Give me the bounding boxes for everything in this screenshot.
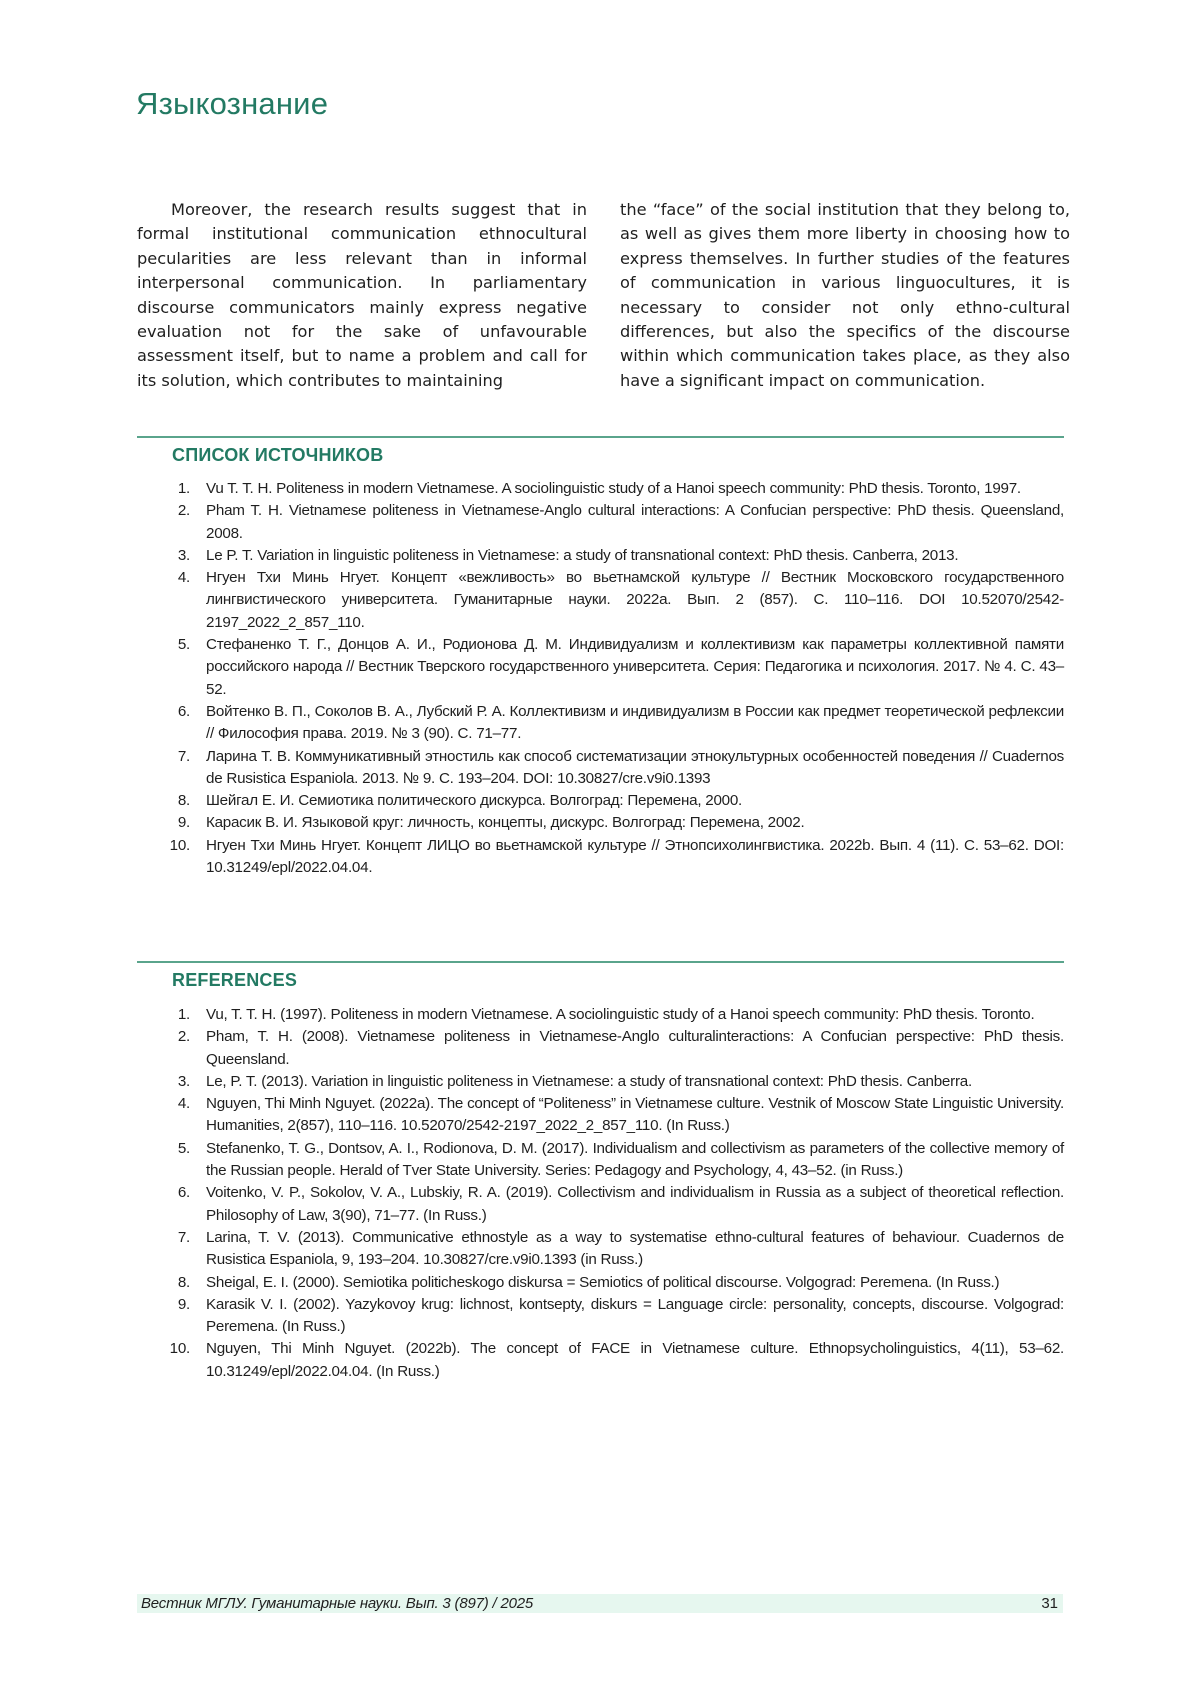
source-text: Шейгал Е. И. Семиотика политического дискурса. Волгоград: Перемена, 2000. — [206, 792, 743, 810]
reference-text: Vu, T. T. H. (1997). Politeness in modern Vietnamese. A sociolinguistic study of a Hanoi speech community: PhD thesis. Toronto. — [206, 1006, 1035, 1023]
source-item — [160, 835, 1064, 880]
reference-text: Voitenko, V. P., Sokolov, V. A., Lubskiy, R. A. (2019). Collectivism and individualism in Russia as a subject of theoretical reflection. Philosophy of Law, 3(90), 71–77. (In Russ.) — [206, 1184, 1064, 1224]
source-text: Карасик В. И. Языковой круг: личность, концепты, дискурс. Волгоград: Перемена, 2002. — [206, 814, 805, 832]
sources-list — [160, 478, 1064, 879]
source-text: Ларина Т. В. Коммуникативный этностиль как способ систематизации этнокультурных особенностей поведения // Cuadernos de Rusistica Espaniola. 2013. № 9. С. 193–204. DOI: 10.30827/cre.v9i0.1393 — [206, 747, 1064, 787]
source-number: 9. — [177, 814, 190, 832]
page-footer — [137, 1594, 1063, 1613]
sources-heading: СПИСОК ИСТОЧНИКОВ — [172, 445, 384, 465]
reference-text: Le, P. T. (2013). Variation in linguistic politeness in Vietnamese: a study of transnational context: PhD thesis. Canberra. — [206, 1072, 972, 1090]
reference-item — [160, 1071, 1064, 1093]
source-item — [160, 746, 1064, 791]
reference-item — [160, 1026, 1064, 1071]
reference-number: 3. — [177, 1072, 190, 1090]
reference-item — [160, 1294, 1064, 1339]
source-number: 10. — [169, 836, 190, 854]
source-text: Le P. T. Variation in linguistic politeness in Vietnamese: a study of transnational context: PhD thesis. Canberra, 2013. — [206, 546, 959, 564]
source-item — [160, 545, 1064, 567]
source-item — [160, 567, 1064, 634]
body-column-left: Moreover, the research results suggest that in formal institutional communication ethnocultural pecularities are less relevant than in informal interpersonal communication. In parliamentary discourse communicators mainly express negative evaluation not for the sake of unfavourable assessment itself, but to name a problem and call for its solution, which contributes to maintaining — [137, 200, 587, 390]
references-list — [160, 1004, 1064, 1383]
reference-text: Larina, T. V. (2013). Communicative ethnostyle as a way to systematise ethno-cultural features of behaviour. Cuadernos de Rusistica Espaniola, 9, 193–204. 10.30827/cre.v9i0.1393 (in Russ.) — [206, 1228, 1064, 1269]
source-text: Войтенко В. П., Соколов В. А., Лубский Р. А. Коллективизм и индивидуализм в России как предмет теоретической рефлексии // Философия права. 2019. № 3 (90). С. 71–77. — [206, 702, 1064, 743]
references-heading: REFERENCES — [172, 970, 298, 990]
reference-number: 10. — [169, 1340, 190, 1358]
page-number: 31 — [1041, 1595, 1058, 1612]
source-text: Нгуен Тхи Минь Нгует. Концепт «вежливость» во вьетнамской культуре // Вестник Московского государственного лингвистического университета. Гуманитарные науки. 2022a. Вып. 2 (857). С. 110–116. DOI 10.52070/2542-2197_2022_2_857_110. — [206, 569, 1064, 631]
source-item — [160, 500, 1064, 545]
source-item — [160, 812, 1064, 834]
reference-number: 7. — [177, 1228, 190, 1246]
reference-item — [160, 1004, 1064, 1026]
reference-item — [160, 1138, 1064, 1183]
source-number: 4. — [177, 569, 190, 587]
footer-journal-title: Вестник МГЛУ. Гуманитарные науки. Вып. 3 (897) / 2025 — [141, 1595, 534, 1612]
reference-number: 2. — [177, 1028, 190, 1046]
reference-number: 1. — [177, 1006, 190, 1023]
reference-text: Pham, T. H. (2008). Vietnamese politeness in Vietnamese-Anglo culturalinteractions: A Confucian perspective: PhD thesis. Queensland. — [206, 1028, 1064, 1068]
reference-item — [160, 1272, 1064, 1294]
source-item — [160, 634, 1064, 701]
reference-item — [160, 1182, 1064, 1227]
sources-divider — [137, 436, 1064, 438]
source-number: 2. — [177, 502, 190, 520]
source-number: 8. — [177, 792, 190, 810]
source-item — [160, 701, 1064, 746]
reference-text: Karasik V. I. (2002). Yazykovoy krug: lichnost, kontsepty, diskurs = Language circle: personality, concepts, discourse. Volgograd: Peremena. (In Russ.) — [206, 1295, 1064, 1336]
source-text: Нгуен Тхи Минь Нгует. Концепт ЛИЦО во вьетнамской культуре // Этнопсихолингвистика. 2022b. Вып. 4 (11). С. 53–62. DOI: 10.31249/epl/2022.04.04. — [206, 836, 1064, 877]
reference-number: 8. — [177, 1273, 190, 1291]
source-number: 7. — [177, 747, 190, 765]
reference-number: 9. — [177, 1295, 190, 1313]
reference-text: Nguyen, Thi Minh Nguyet. (2022a). The concept of “Politeness” in Vietnamese culture. Vestnik of Moscow State Linguistic University. Humanities, 2(857), 110–116. 10.52070/2542-2197_2022_2_857_110. (In Russ.) — [206, 1095, 1064, 1135]
source-number: 1. — [177, 480, 190, 497]
source-text: Vu T. T. H. Politeness in modern Vietnamese. A sociolinguistic study of a Hanoi speech community: PhD thesis. Toronto, 1997. — [206, 480, 1021, 497]
reference-number: 4. — [177, 1095, 190, 1113]
reference-item — [160, 1093, 1064, 1138]
section-title: Языкознание — [136, 86, 329, 121]
reference-text: Stefanenko, T. G., Dontsov, A. I., Rodionova, D. M. (2017). Individualism and collectivism as parameters of the collective memory of the Russian people. Herald of Tver State University. Series: Pedagogy and Psychology, 4, 43–52. (in Russ.) — [206, 1139, 1064, 1180]
reference-item — [160, 1338, 1064, 1383]
source-number: 6. — [177, 702, 190, 720]
reference-text: Nguyen, Thi Minh Nguyet. (2022b). The concept of FACE in Vietnamese culture. Ethnopsycholinguistics, 4(11), 53–62. 10.31249/epl/2022.04.04. (In Russ.) — [206, 1340, 1064, 1380]
references-divider — [137, 961, 1064, 963]
body-column-right: the “face” of the social institution that they belong to, as well as gives them more liberty in choosing how to express themselves. In further studies of the features of communication in various linguocultures, it is necessary to consider not only ethno-cultural differences, but also the specifics of the discourse within which communication takes place, as they also have a significant impact on communication. — [620, 200, 1070, 390]
reference-number: 5. — [177, 1139, 190, 1157]
reference-item — [160, 1227, 1064, 1272]
reference-text: Sheigal, E. I. (2000). Semiotika politicheskogo diskursa = Semiotics of political discourse. Volgograd: Peremena. (In Russ.) — [206, 1273, 1000, 1291]
source-text: Стефаненко Т. Г., Донцов А. И., Родионова Д. М. Индивидуализм и коллективизм как параметры коллективной памяти российского народа // Вестник Тверского государственного университета. Серия: Педагогика и психология. 2017. № 4. С. 43–52. — [206, 636, 1064, 698]
source-number: 3. — [177, 546, 190, 564]
source-item — [160, 478, 1064, 500]
source-number: 5. — [177, 636, 190, 654]
reference-number: 6. — [177, 1184, 190, 1202]
source-item — [160, 790, 1064, 812]
source-text: Pham T. H. Vietnamese politeness in Vietnamese-Anglo cultural interactions: A Confucian perspective: PhD thesis. Queensland, 2008. — [206, 502, 1064, 542]
